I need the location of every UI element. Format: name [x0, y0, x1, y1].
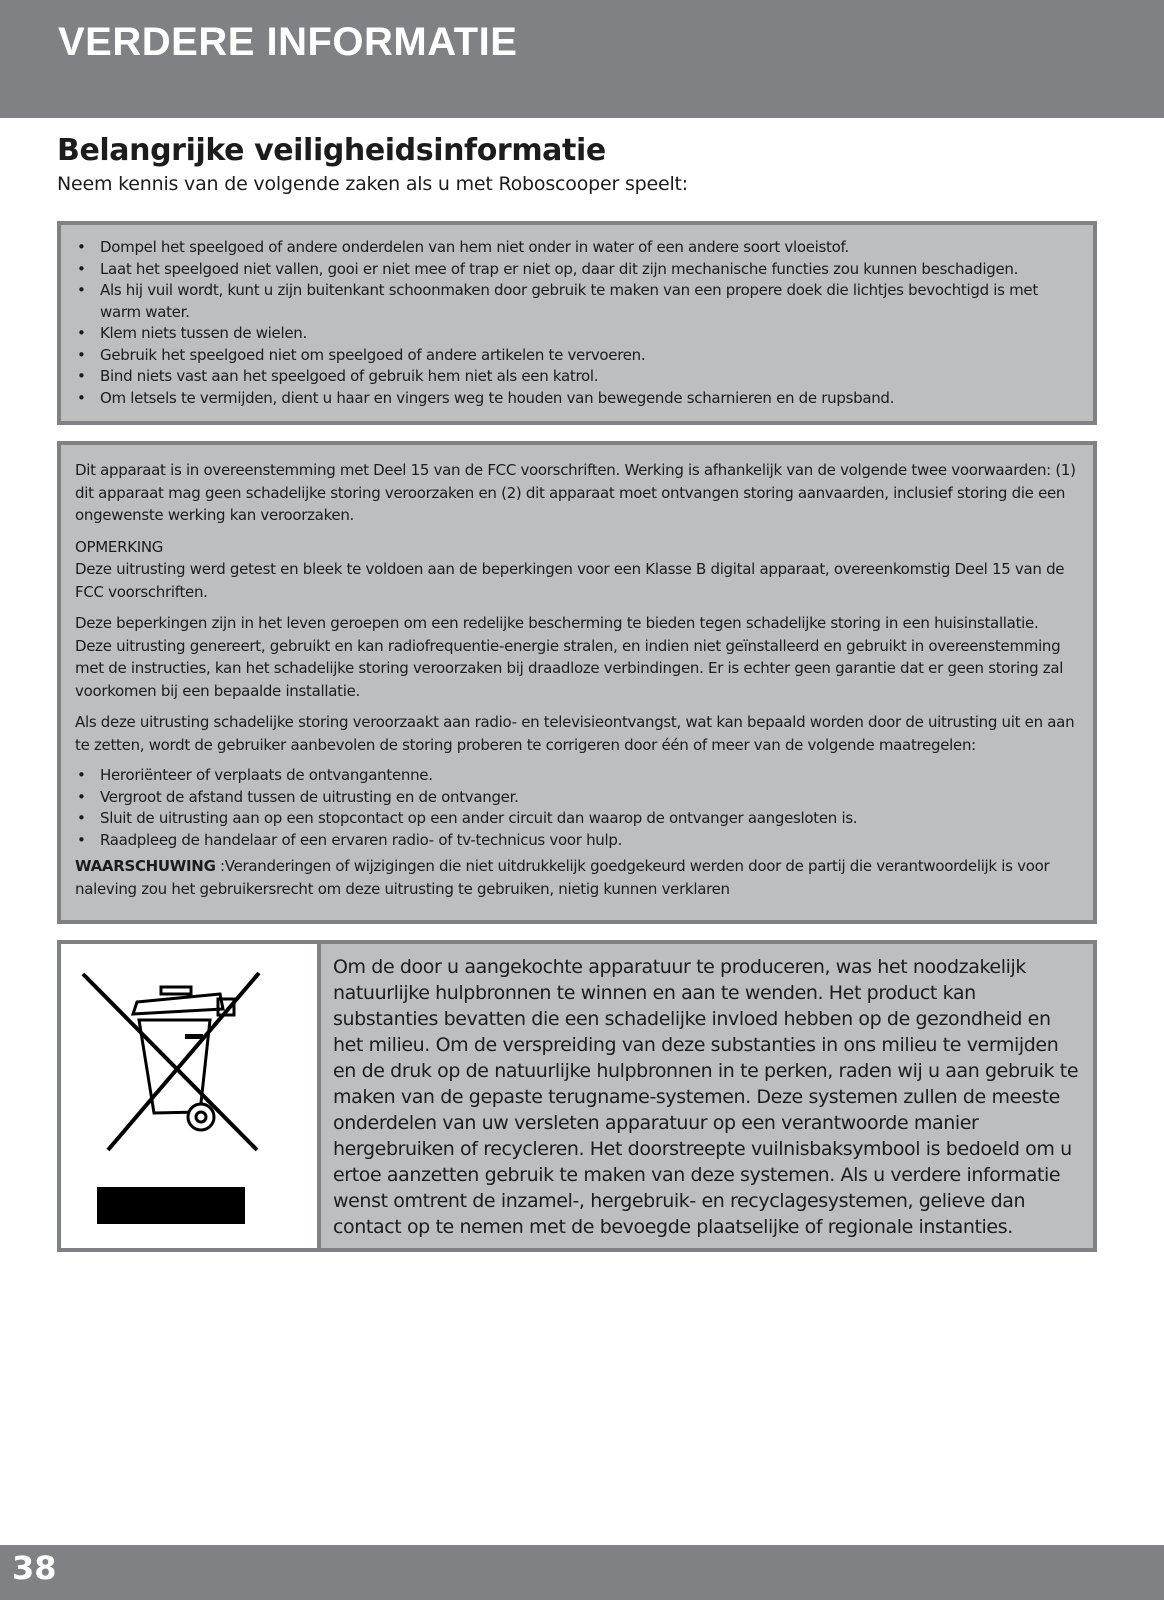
fcc-note [75, 536, 1079, 604]
safety-item-text: Klem niets tussen de wielen. [100, 324, 307, 342]
section-heading: Belangrijke veiligheidsinformatie [57, 133, 606, 168]
bullet-icon: • [77, 281, 86, 299]
bullet-icon: • [77, 388, 86, 407]
footer-band [0, 1545, 1164, 1600]
bullet-icon: • [77, 238, 86, 256]
measure-text: Raadpleeg de handelaar of een ervaren radio- of tv-technicus voor hulp. [100, 830, 623, 849]
safety-item-text: Gebruik het speelgoed niet om speelgoed of andere artikelen te vervoeren. [100, 345, 646, 364]
list-item [75, 280, 1079, 323]
list-item [75, 323, 1079, 345]
weee-panel [57, 940, 1097, 1252]
safety-item-text: Dompel het speelgoed of andere onderdelen van hem niet onder in water of een andere soort vloeistof. [100, 238, 849, 256]
bullet-icon: • [77, 324, 86, 342]
note-label: OPMERKING [75, 537, 164, 556]
bullet-icon: • [77, 345, 86, 364]
fcc-measures-paragraph: Als deze uitrusting schadelijke storing veroorzaakt aan radio- en televisieontvangst, wat kan bepaald worden door de uitrusting uit en aan te zetten, wordt de gebruiker aanbevolen de storing proberen te corrigeren door één of meer van de volgende maatregelen: [75, 713, 1075, 754]
weee-icon-cell [61, 944, 321, 1248]
fcc-warning [75, 855, 1079, 900]
page-number: 38 [12, 1549, 57, 1587]
bullet-icon: • [77, 367, 86, 385]
safety-list [75, 237, 1079, 409]
bullet-icon: • [77, 809, 86, 827]
crossed-out-wheelie-bin-icon [81, 964, 281, 1234]
list-item [75, 259, 1079, 281]
weee-text: Om de door u aangekochte apparatuur te produceren, was het noodzakelijk natuurlijke hulpbronnen te winnen en aan te wenden. Het product kan substanties bevatten die een schadelijke invloed hebben op de gezondheid en het milieu. Om de verspreiding van deze substanties in ons milieu te vermijden en de druk op de natuurlijke hulpbronnen in te perken, raden wij u aan gebruik te maken van de gepaste terugname-systemen. Deze systemen zullen de meeste onderdelen van uw versleten apparatuur op een verantwoorde manier hergebruiken of recycleren. Het doorstreepte vuilnisbaksymbool is bedoeld om u ertoe aanzetten gebruik te maken van deze systemen. Als u verdere informatie wenst omtrent de inzamel-, hergebruik- en recyclagesystemen, gelieve dan contact op te nemen met de bevoegde plaatselijke of regionale instanties. [333, 956, 1079, 1238]
measure-text: Vergroot de afstand tussen de uitrusting en de ontvanger. [100, 787, 519, 806]
section-subheading: Neem kennis van de volgende zaken als u met Roboscooper speelt: [57, 173, 689, 195]
safety-item-text: Laat het speelgoed niet vallen, gooi er niet mee of trap er niet op, daar dit zijn mechanische functies zou kunnen beschadigen. [100, 259, 1019, 278]
note-text: Deze uitrusting werd getest en bleek te voldoen aan de beperkingen voor een Klasse B digital apparaat, overeenkomstig Deel 15 van de FCC voorschriften. [75, 560, 1065, 601]
list-item [75, 808, 1079, 830]
list-item [75, 765, 1079, 787]
safety-item-text: Om letsels te vermijden, dient u haar en vingers weg te houden van bewegende scharnieren en de rupsband. [100, 388, 895, 407]
fcc-intro: Dit apparaat is in overeenstemming met Deel 15 van de FCC voorschriften. Werking is afhankelijk van de volgende twee voorwaarden: (1) dit apparaat mag geen schadelijke storing veroorzaken en (2) dit apparaat moet ontvangen storing aanvaarden, inclusief storing die een ongewenste werking kan veroorzaken. [75, 461, 1076, 524]
list-item [75, 830, 1079, 852]
warning-text: :Veranderingen of wijzigingen die niet uitdrukkelijk goedgekeurd werden door de partij die verantwoordelijk is voor naleving zou het gebruikersrecht om deze uitrusting te gebruiken, nietig kunnen verklaren [75, 857, 1050, 898]
bullet-icon: • [77, 830, 86, 849]
fcc-panel [57, 441, 1097, 924]
list-item [75, 388, 1079, 410]
bullet-icon: • [77, 259, 86, 278]
list-item [75, 366, 1079, 388]
measure-text: Sluit de uitrusting aan op een stopcontact op een ander circuit dan waarop de ontvanger aangesloten is. [100, 809, 858, 827]
safety-panel [57, 221, 1097, 425]
measures-list [75, 765, 1079, 851]
fcc-limits-paragraph: Deze beperkingen zijn in het leven geroepen om een redelijke bescherming te bieden tegen schadelijke storing in een huisinstallatie. Deze uitrusting genereert, gebruikt en kan radiofrequentie-energie stralen, en indien niet geïnstalleerd en gebruikt in overeenstemming met de instructies, kan het schadelijke storing veroorzaken bij draadloze verbindingen. Er is echter geen garantie dat er geen storing zal voorkomen bij een bepaalde installatie. [75, 614, 1064, 700]
list-item [75, 345, 1079, 367]
list-item [75, 237, 1079, 259]
header-title: VERDERE INFORMATIE [58, 20, 518, 64]
bullet-icon: • [77, 787, 86, 806]
safety-item-text: Als hij vuil wordt, kunt u zijn buitenkant schoonmaken door gebruik te maken van een propere doek die lichtjes bevochtigd is met warm water. [100, 281, 1038, 321]
bullet-icon: • [77, 766, 86, 784]
safety-item-text: Bind niets vast aan het speelgoed of gebruik hem niet als een katrol. [100, 367, 599, 385]
measure-text: Heroriënteer of verplaats de ontvangantenne. [100, 766, 433, 784]
list-item [75, 787, 1079, 809]
warning-label: WAARSCHUWING [75, 857, 216, 875]
